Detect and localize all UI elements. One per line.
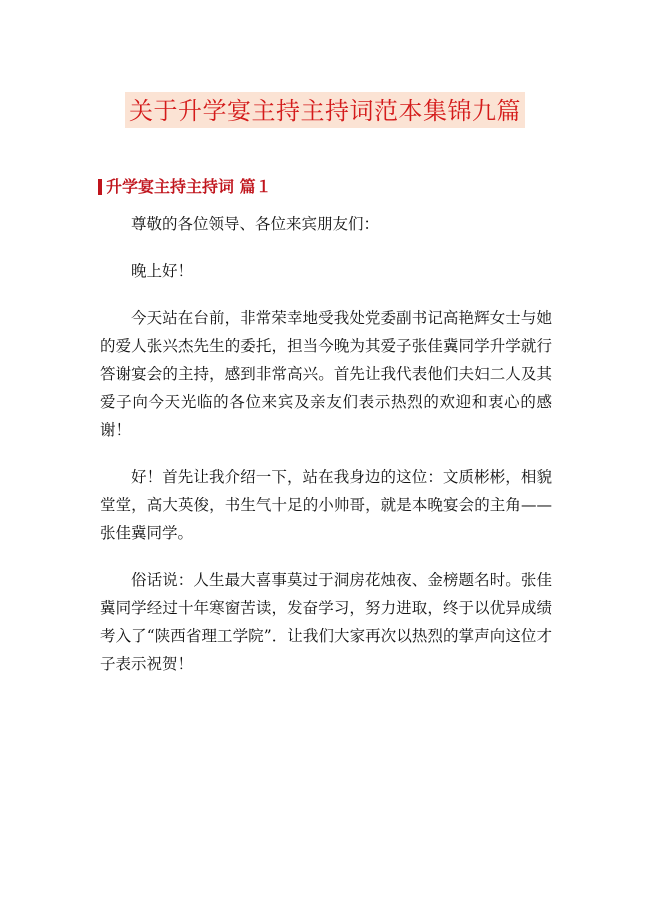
paragraph-congratulations: 俗话说：人生最大喜事莫过于洞房花烛夜、金榜题名时。张佳冀同学经过十年寒窗苦读，发奋学习，努力进取，终于以优异成绩考入了“陕西省理工学院”．让我们大家再次以热烈的掌声向这位才子表示祝贺！ — [100, 571, 552, 673]
document-title-block — [0, 92, 650, 128]
section-heading — [98, 176, 272, 198]
paragraph-greeting: 尊敬的各位领导、各位来宾朋友们： — [131, 215, 380, 233]
paragraph-introduction: 好！首先让我介绍一下，站在我身边的这位：文质彬彬，相貌堂堂，高大英俊，书生气十足的小帅哥，就是本晚宴会的主角——张佳冀同学。 — [100, 468, 552, 542]
document-title: 关于升学宴主持主持词范本集锦九篇 — [125, 92, 525, 128]
body-text — [100, 210, 552, 697]
paragraph-opening: 今天站在台前，非常荣幸地受我处党委副书记高艳辉女士与她的爱人张兴杰先生的委托，担当今晚为其爱子张佳冀同学升学就行答谢宴会的主持，感到非常高兴。首先让我代表他们夫妇二人及其爱子向今天光临的各位来宾及亲友们表示热烈的欢迎和衷心的感谢！ — [100, 309, 552, 439]
paragraph-good-evening: 晚上好！ — [131, 262, 194, 280]
section-heading-text: 升学宴主持主持词 篇１ — [106, 177, 272, 196]
heading-marker-icon — [98, 179, 102, 195]
